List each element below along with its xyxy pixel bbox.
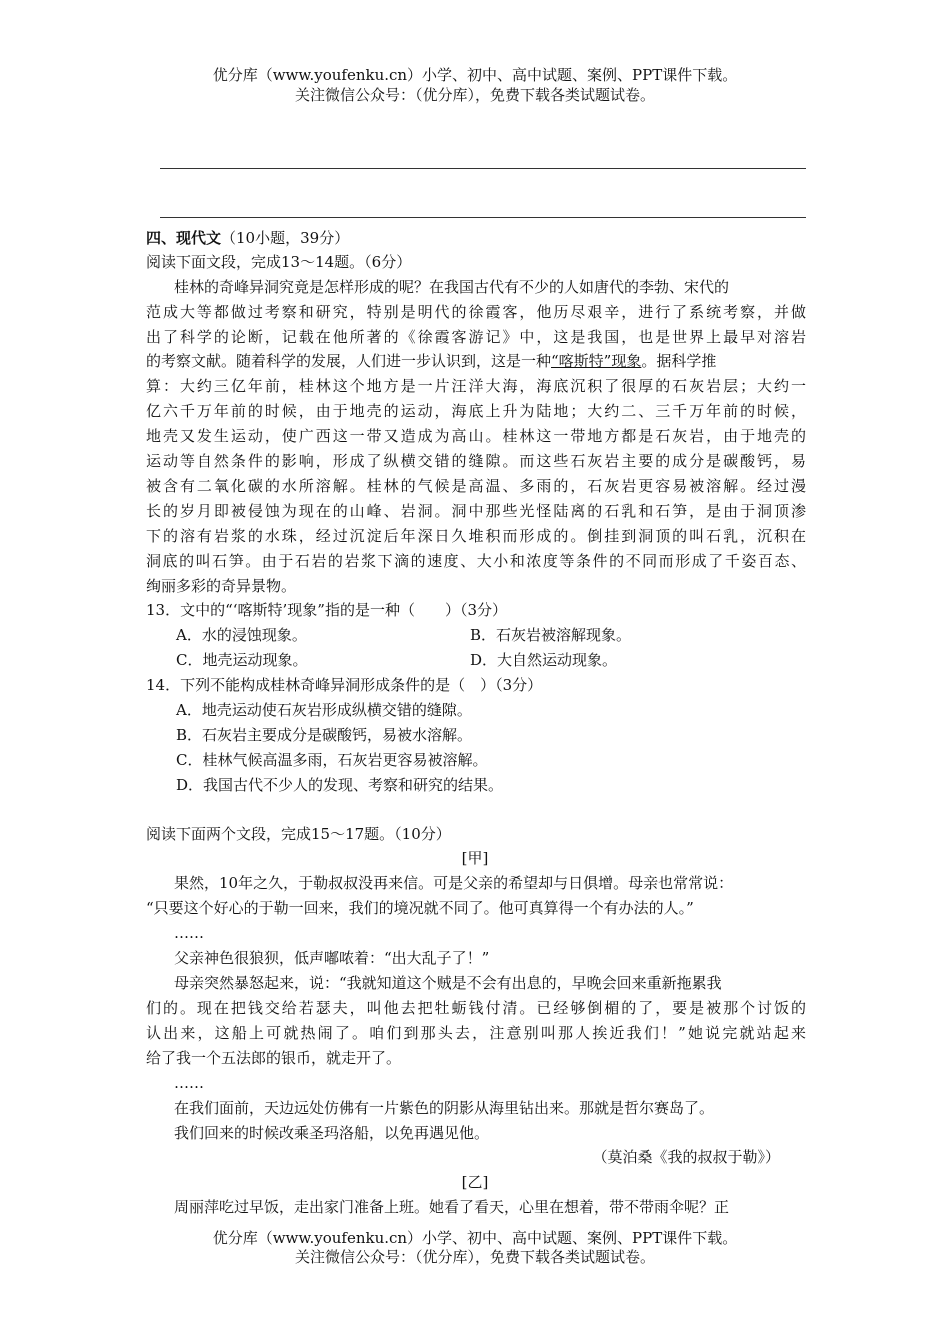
passage1-line: [146, 350, 716, 372]
passage1-line: 桂林的奇峰异洞究竟是怎样形成的呢？在我国古代有不少的人如唐代的李勃、宋代的: [174, 278, 730, 296]
passage-jia-line: 果然，10年之久，于勒叔叔没再来信。可是父亲的希望却与日俱增。母亲也常常说：: [174, 874, 734, 892]
passage1-line: 绚丽多彩的奇异景物。: [146, 577, 297, 595]
passage1-line: 范成大等都做过考察和研究，特别是明代的徐霞客，他历尽艰辛，进行了系统考察，并做: [146, 303, 806, 321]
passage1-line: 洞底的叫石笋。由于石岩的岩浆下滴的速度、大小和浓度等条件的不同而形成了千姿百态、: [146, 552, 806, 570]
passage1-line: 地壳又发生运动，使广西这一带又造成为高山。桂林这一带地方都是石灰岩，由于地壳的: [146, 427, 806, 445]
passage-jia-line: 我们回来的时候改乘圣玛洛船，以免再遇见他。: [174, 1124, 490, 1142]
question-14-option-b: B．石灰岩主要成分是碳酸钙，易被水溶解。: [176, 726, 473, 744]
passage-jia-line: 父亲神色很狼狈，低声嘟哝着：“出大乱子了！”: [174, 949, 490, 967]
passage1-line: 算：大约三亿年前，桂林这个地方是一片汪洋大海，海底沉积了很厚的石灰岩层；大约一: [146, 377, 806, 395]
answer-line-1: [160, 168, 806, 169]
passage1-line: 出了科学的论断，记载在他所著的《徐霞客游记》中，这是我国，也是世界上最早对溶岩: [146, 328, 806, 346]
section-title-main: 四、现代文: [146, 229, 222, 247]
question-13-option-a: A．水的浸蚀现象。: [176, 626, 307, 644]
passage1-line: 长的岁月即被侵蚀为现在的山峰、岩洞。洞中那些光怪陆离的石乳和石笋，是由于洞顶渗: [146, 502, 806, 520]
question-13-option-d: D．大自然运动现象。: [470, 651, 618, 669]
passage1-line: 运动等自然条件的影响，形成了纵横交错的缝隙。而这些石灰岩主要的成分是碳酸钙，易: [146, 452, 806, 470]
passage-yi-line: 周丽萍吃过早饭，走出家门准备上班。她看了看天，心里在想着，带不带雨伞呢？正: [174, 1198, 730, 1216]
answer-line-2: [160, 217, 806, 218]
question-14-option-d: D．我国古代不少人的发现、考察和研究的结果。: [176, 776, 504, 794]
question-13-option-b: B．石灰岩被溶解现象。: [470, 626, 632, 644]
passage-jia-line: 给了我一个五法郎的银币，就走开了。: [146, 1049, 402, 1067]
reading-instruction-1: 阅读下面文段，完成13～14题。（6分）: [146, 253, 412, 271]
passage-jia-heading: [甲]: [461, 849, 489, 867]
passage1-line: 被含有二氧化碳的水所溶解。桂林的气候是高温、多雨的，石灰岩更容易被溶解。经过漫: [146, 477, 806, 495]
passage-jia-line: 在我们面前，天边远处仿佛有一片紫色的阴影从海里钻出来。那就是哲尔赛岛了。: [174, 1099, 715, 1117]
footer-line-2: 关注微信公众号：（优分库），免费下载各类试题试卷。: [294, 1248, 655, 1266]
passage-jia-line: “只要这个好心的于勒一回来，我们的境况就不同了。他可真算得一个有办法的人。”: [146, 899, 694, 917]
header-line-1: 优分库（www.youfenku.cn）小学、初中、高中试题、案例、PPT课件下载。: [212, 66, 738, 84]
passage-jia-line: 母亲突然暴怒起来，说：“我就知道这个贼是不会有出息的，早晚会回来重新拖累我: [174, 974, 722, 992]
footer-line-1: 优分库（www.youfenku.cn）小学、初中、高中试题、案例、PPT课件下载。: [212, 1229, 738, 1247]
question-14-option-c: C．桂林气候高温多雨，石灰岩更容易被溶解。: [176, 751, 488, 769]
passage-jia-line: 认出来，这船上可就热闹了。咱们到那头去，注意别叫那人挨近我们！”她说完就站起来: [146, 1024, 806, 1042]
karst-underlined: “喀斯特”现象: [551, 352, 642, 370]
passage1-text: 。据科学推: [641, 352, 717, 370]
question-14-option-a: A．地壳运动使石灰岩形成纵横交错的缝隙。: [176, 701, 472, 719]
passage1-line: 亿六千万年前的时候，由于地壳的运动，海底上升为陆地；大约二、三千万年前的时候，: [146, 402, 806, 420]
header-line-2: 关注微信公众号：（优分库），免费下载各类试题试卷。: [294, 86, 655, 104]
question-13-stem: 13．文中的“‘喀斯特’现象”指的是一种（ ）（3分）: [146, 601, 508, 619]
passage-jia-source: （莫泊桑《我的叔叔于勒》）: [592, 1148, 780, 1166]
passage1-line: 下的溶有岩浆的水珠，经过沉淀后年深日久堆积而形成的。倒挂到洞顶的叫石乳，沉积在: [146, 527, 806, 545]
question-13-option-c: C．地壳运动现象。: [176, 651, 308, 669]
passage-jia-ellipsis: ……: [174, 1074, 204, 1092]
question-14-stem: 14．下列不能构成桂林奇峰异洞形成条件的是（ ）（3分）: [146, 676, 543, 694]
passage-jia-line: 们的。现在把钱交给若瑟夫，叫他去把牡蛎钱付清。已经够倒楣的了，要是被那个讨饭的: [146, 999, 806, 1017]
passage-jia-ellipsis: ……: [174, 924, 204, 942]
passage-yi-heading: [乙]: [461, 1173, 489, 1191]
reading-instruction-2: 阅读下面两个文段，完成15～17题。（10分）: [146, 825, 451, 843]
section-title-note: （10小题，39分）: [221, 229, 350, 247]
section-title: [146, 227, 349, 249]
passage1-text: 的考察文献。随着科学的发展，人们进一步认识到，这是一种: [146, 352, 552, 370]
